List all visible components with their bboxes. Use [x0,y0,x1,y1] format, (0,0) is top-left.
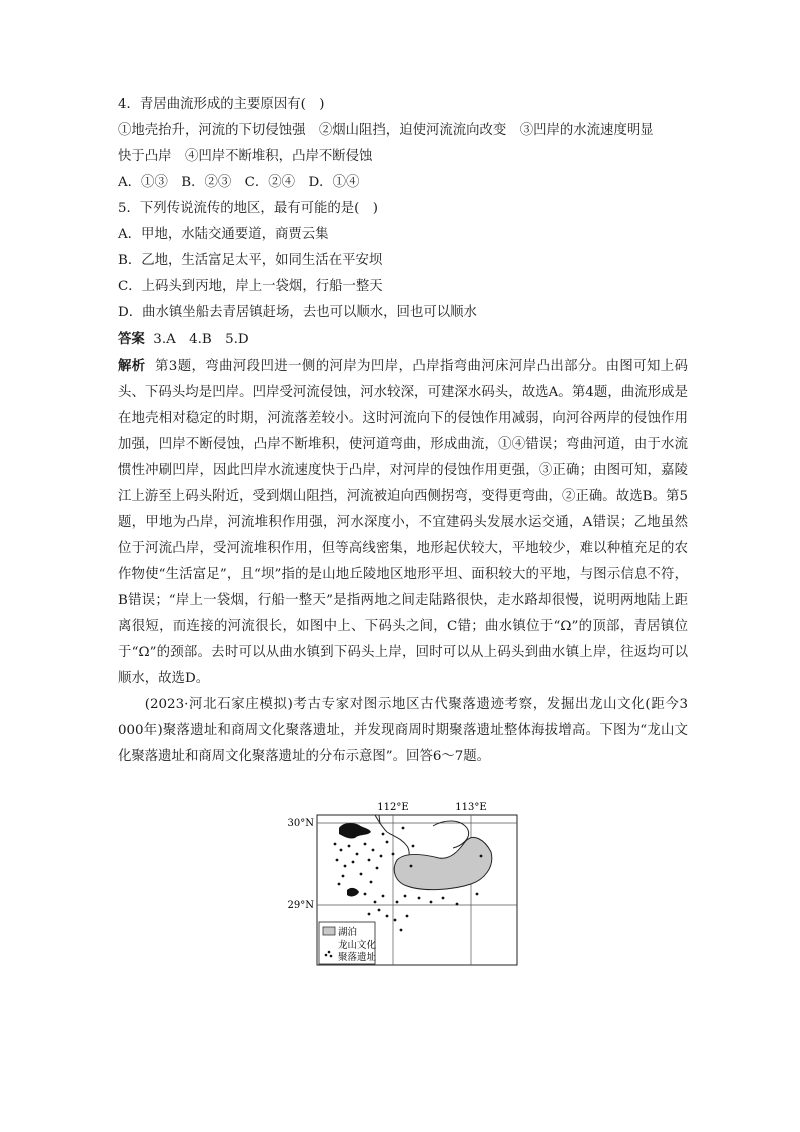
lat-label-30: 30°N [287,818,314,829]
page-content [118,92,688,770]
q4-options-line1: ①地壳抬升，河流的下切侵蚀强 ②烟山阻挡，迫使河流流向改变 ③凹岸的水流速度明显 [118,123,654,138]
legend-site-label-1: 龙山文化 [338,940,377,951]
analysis-paragraph [118,353,688,692]
q5-option-a: A．甲地，水陆交通要道，商贾云集 [118,227,329,242]
answer-line [118,326,688,353]
lon-label-113: 113°E [455,802,487,813]
q5-stem: 5．下列传说流传的地区，最有可能的是( ) [118,201,378,216]
intro-paragraph [118,692,688,770]
legend-site-label-2: 聚落遗址 [338,952,377,963]
analysis-text: 第3题，弯曲河段凹进一侧的河岸为凹岸，凸岸指弯曲河床河岸凸出部分。由图可知上码头、下码头均是凹岸。凹岸受河流侵蚀，河水较深，可建深水码头，故选A。第4题，曲流形成是在地壳相对稳定的时期，河流落差较小。这时河流向下的侵蚀作用减弱，向河谷两岸的侵蚀作用加强，凹岸不断侵蚀，凸岸不断堆积，使河道弯曲，形成曲流，①④错误；弯曲河道，由于水流惯性冲刷凹岸，因此凹岸水流速度快于凸岸，对河岸的侵蚀作用更强，③正确；由图可知，嘉陵江上游至上码头附近，受到烟山阻挡，河流被迫向西侧拐弯，变得更弯曲，②正确。故选B。第5题，甲地为凸岸，河流堆积作用强，河水深度小，不宜建码头发展水运交通，A错误；乙地虽然位于河流凸岸，受河流堆积作用，但等高线密集，地形起伏较大，平地较少，难以种植充足的农作物使“生活富足”，且“坝”指的是山地丘陵地区地形平坦、面积较大的平地，与图示信息不符，B错误；“岸上一袋烟，行船一整天”是指两地之间走陆路很快，走水路却很慢，说明两地陆上距离很短，而连接的河流很长，如图中上、下码头之间，C错；曲水镇位于“Ω”的顶部，青居镇位于“Ω”的颈部。去时可以从曲水镇到下码头上岸，回时可以从上码头到曲水镇上岸，往返均可以顺水，故选D。 [118,359,688,686]
q5-option-d: D．曲水镇坐船去青居镇赶场，去也可以顺水，回也可以顺水 [118,305,477,320]
map-svg [283,798,523,968]
settlement-map [283,798,523,968]
answer-label: 答案 [118,331,145,347]
analysis-label: 解析 [118,358,146,374]
legend-lake-label: 湖泊 [338,927,358,938]
lake-shape [394,837,492,889]
q5-option-b: B．乙地，生活富足太平，如同生活在平安坝 [118,253,383,268]
q5-option-c: C．上码头到丙地，岸上一袋烟，行船一整天 [118,279,383,294]
lon-label-112: 112°E [377,802,409,813]
q4-options-line2: 快于凸岸 ④凹岸不断堆积，凸岸不断侵蚀 [118,149,373,164]
lat-label-29: 29°N [287,900,314,911]
answer-text: 3.A 4.B 5.D [153,332,249,347]
q4-choices: A．①③ B．②③ C．②④ D．①④ [118,175,360,190]
intro-source: (2023·河北石家庄模拟) [144,697,293,712]
settlement-cluster-south [347,888,359,897]
q4-stem: 4．青居曲流形成的主要原因有( ) [118,97,325,112]
intro-text: 考古专家对图示地区古代聚落遗迹考察，发掘出龙山文化(距今3 000年)聚落遗址和商周文化聚落遗址，并发现商周时期聚落遗址整体海拔增高。下图为“龙山文化聚落遗址和商周文化聚落遗址的分布示意图”。回答6～7题。 [118,697,688,764]
legend-lake-swatch [323,927,335,935]
settlement-cluster-north [339,823,371,839]
